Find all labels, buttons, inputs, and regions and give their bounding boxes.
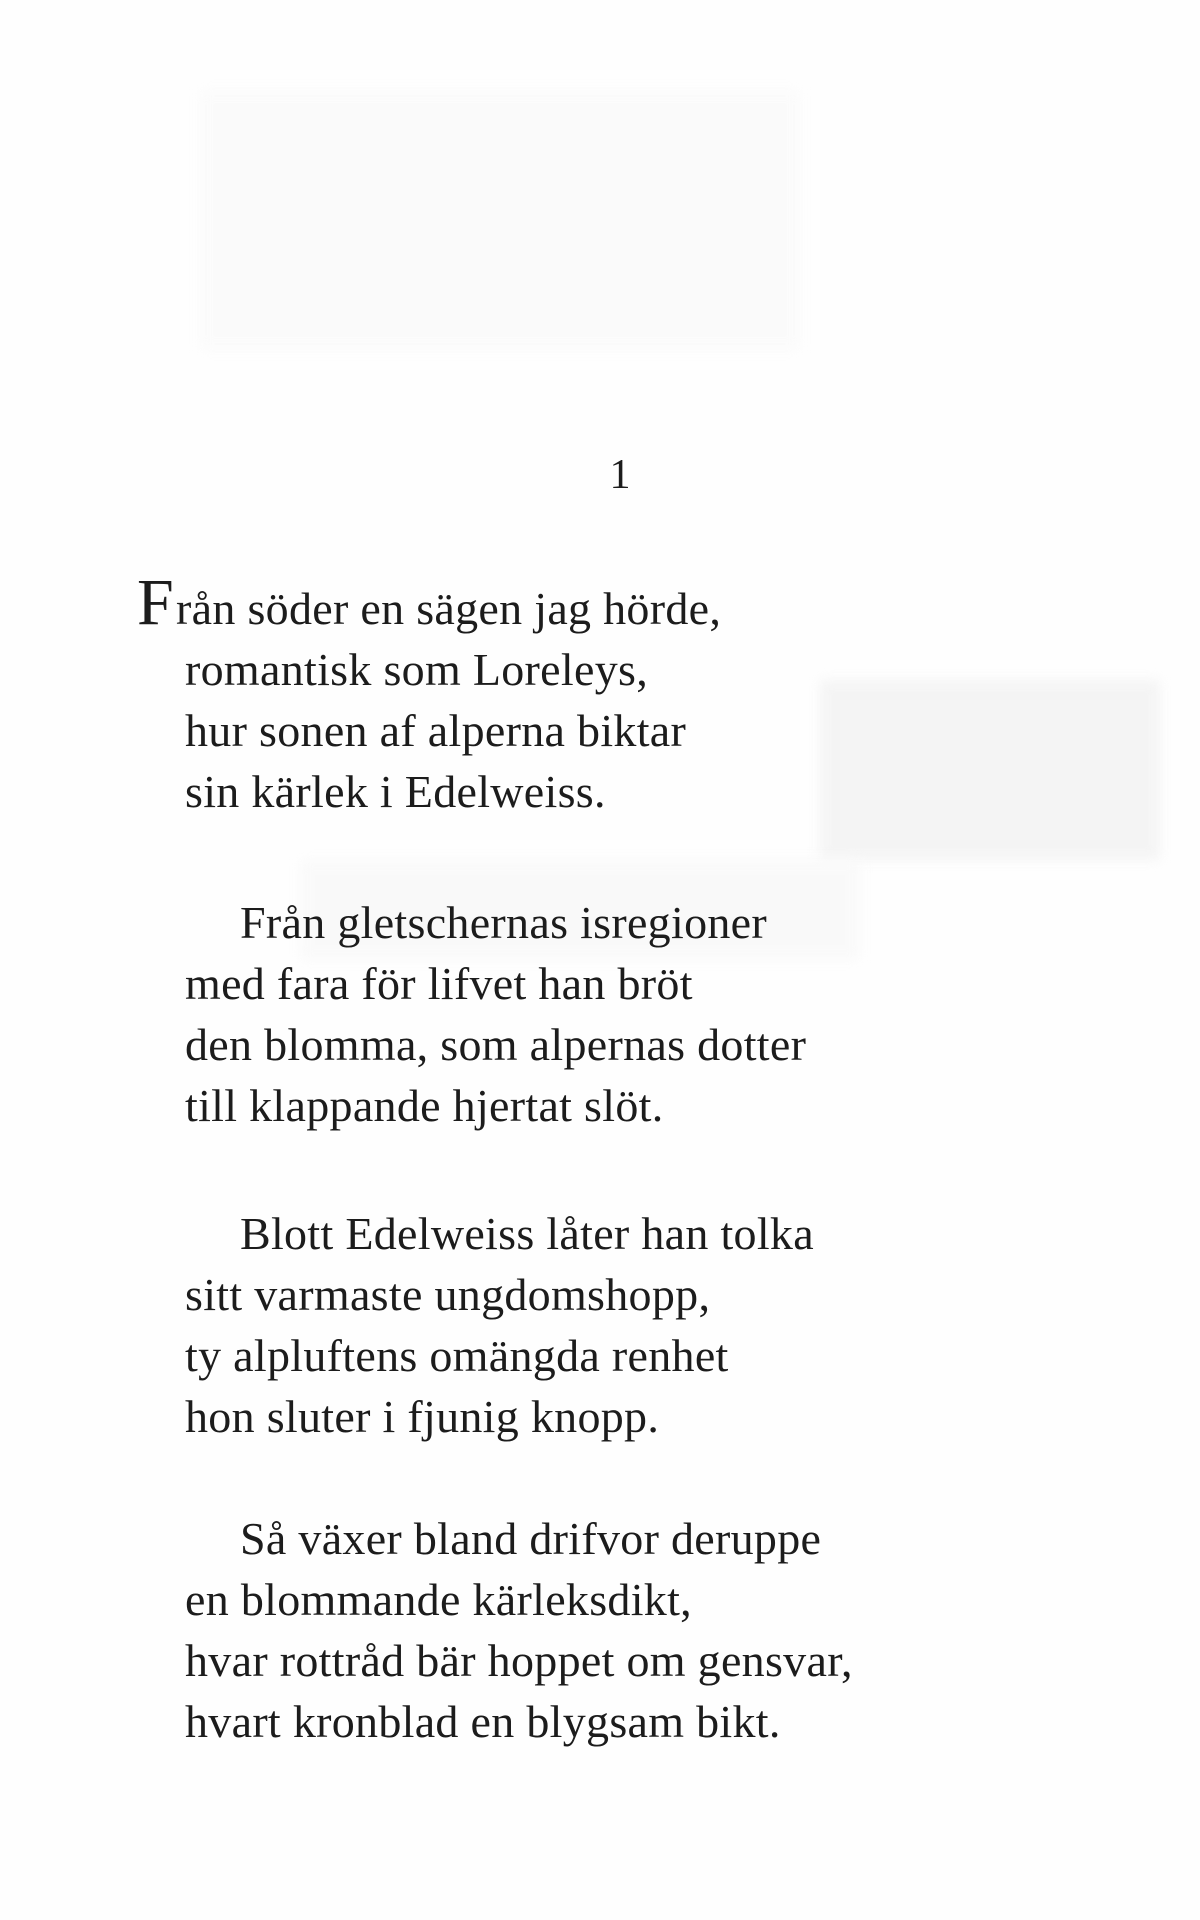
poem-line: den blomma, som alpernas dotter [185,1019,807,1070]
drop-cap: F [137,566,175,639]
poem-line: hvart kronblad en blygsam bikt. [185,1696,781,1747]
poem-line: Blott Edelweiss låter han tolka [240,1208,814,1259]
poem-line: hur sonen af alperna biktar [185,705,687,756]
poem-line: hvar rottråd bär hoppet om gensvar, [185,1635,853,1686]
poem-line: Från söder en sägen jag hörde, [137,566,722,639]
stanza-4 [185,1508,1085,1752]
poem-line: till klappande hjertat slöt. [185,1080,664,1131]
poem-line: romantisk som Loreleys, [185,644,648,695]
stanza-2 [185,892,1085,1136]
poem-line: hon sluter i fjunig knopp. [185,1391,660,1442]
poem-line: ty alpluftens omängda renhet [185,1330,729,1381]
bleed-through-shade [200,90,800,350]
poem-line: med fara för lifvet han bröt [185,958,693,1009]
poem-line: Från gletschernas isregioner [240,897,768,948]
poem-line: en blommande kärleksdikt, [185,1574,692,1625]
stanza-1 [137,566,1085,822]
stanza-3 [185,1203,1085,1447]
poem-line: Så växer bland drifvor deruppe [240,1513,822,1564]
page-number: 1 [609,452,631,498]
poem-line: sitt varmaste ungdomshopp, [185,1269,711,1320]
poem-line: sin kärlek i Edelweiss. [185,766,606,817]
